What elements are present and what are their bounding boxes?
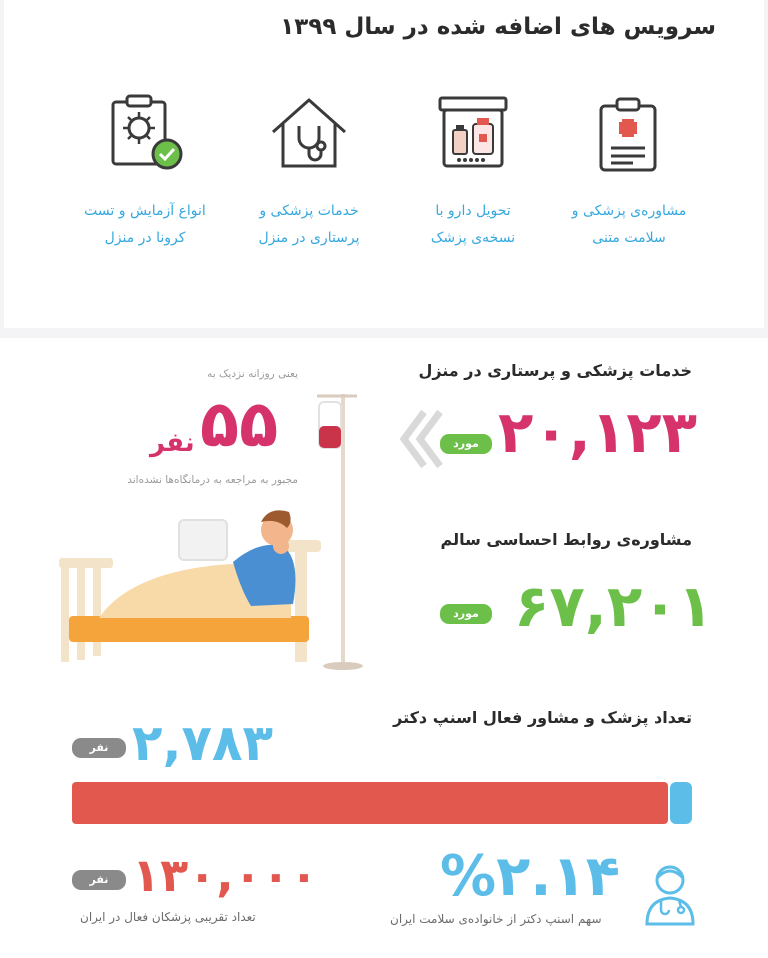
home-care-count: ۲۰,۱۲۳ bbox=[498, 398, 698, 466]
counseling-unit-pill: مورد bbox=[440, 604, 492, 624]
share-percent: %۲.۱۴ bbox=[440, 844, 620, 909]
service-label-line1: خدمات پزشکی و bbox=[259, 203, 359, 219]
active-doctors-count: ۲,۷۸۳ bbox=[132, 714, 274, 772]
home-care-unit-pill: مورد bbox=[440, 434, 492, 454]
page-title: سرویس های اضافه شده در سال ۱۳۹۹ bbox=[280, 14, 716, 40]
doctor-avatar-icon bbox=[643, 860, 697, 926]
home-stethoscope-icon bbox=[267, 92, 351, 176]
service-label-line2: نسخه‌ی پزشک bbox=[430, 230, 516, 246]
total-doctors-count: ۱۳۰,۰۰۰ bbox=[132, 848, 318, 902]
daily-caption: مجبور به مراجعه به درمانگاه‌ها نشده‌اند bbox=[127, 474, 298, 486]
counseling-title: مشاوره‌ی روابط احساسی سالم bbox=[440, 530, 692, 549]
doctors-title: تعداد پزشک و مشاور فعال اسنپ دکتر bbox=[393, 708, 692, 727]
service-medicine-delivery bbox=[378, 92, 568, 272]
patient-bed-illustration bbox=[55, 390, 365, 672]
counseling-count: ۶۷,۲۰۱ bbox=[514, 572, 714, 640]
active-doctors-unit-pill: نفر bbox=[72, 738, 126, 758]
service-label-line1: مشاوره‌ی پزشکی و bbox=[571, 203, 687, 219]
service-label-line2: پرستاری در منزل bbox=[258, 230, 360, 246]
snapp-doctors-share-bar bbox=[670, 782, 692, 824]
corona-test-clipboard-icon bbox=[103, 92, 187, 176]
service-label-line1: تحویل دارو با bbox=[435, 203, 511, 219]
daily-unit: نفر bbox=[150, 428, 195, 458]
total-doctors-bar bbox=[72, 782, 668, 824]
medicine-box-icon bbox=[431, 92, 515, 176]
service-corona-test bbox=[50, 92, 240, 272]
service-label-line2: سلامت متنی bbox=[592, 230, 666, 246]
home-care-title: خدمات پزشکی و پرستاری در منزل bbox=[418, 361, 692, 380]
daily-intro-text: یعنی روزانه نزدیک به bbox=[207, 368, 298, 380]
total-doctors-unit-pill: نفر bbox=[72, 870, 126, 890]
share-caption: سهم اسنپ دکتر از خانواده‌ی سلامت ایران bbox=[390, 912, 602, 926]
daily-count: ۵۵ bbox=[200, 388, 279, 462]
medical-clipboard-icon bbox=[587, 92, 671, 176]
service-label-line1: انواع آزمایش و تست bbox=[84, 203, 206, 219]
service-home-care bbox=[214, 92, 404, 272]
chevron-left-icon bbox=[398, 408, 444, 470]
total-doctors-caption: تعداد تقریبی پزشکان فعال در ایران bbox=[80, 910, 256, 924]
service-label-line2: کرونا در منزل bbox=[104, 230, 186, 246]
